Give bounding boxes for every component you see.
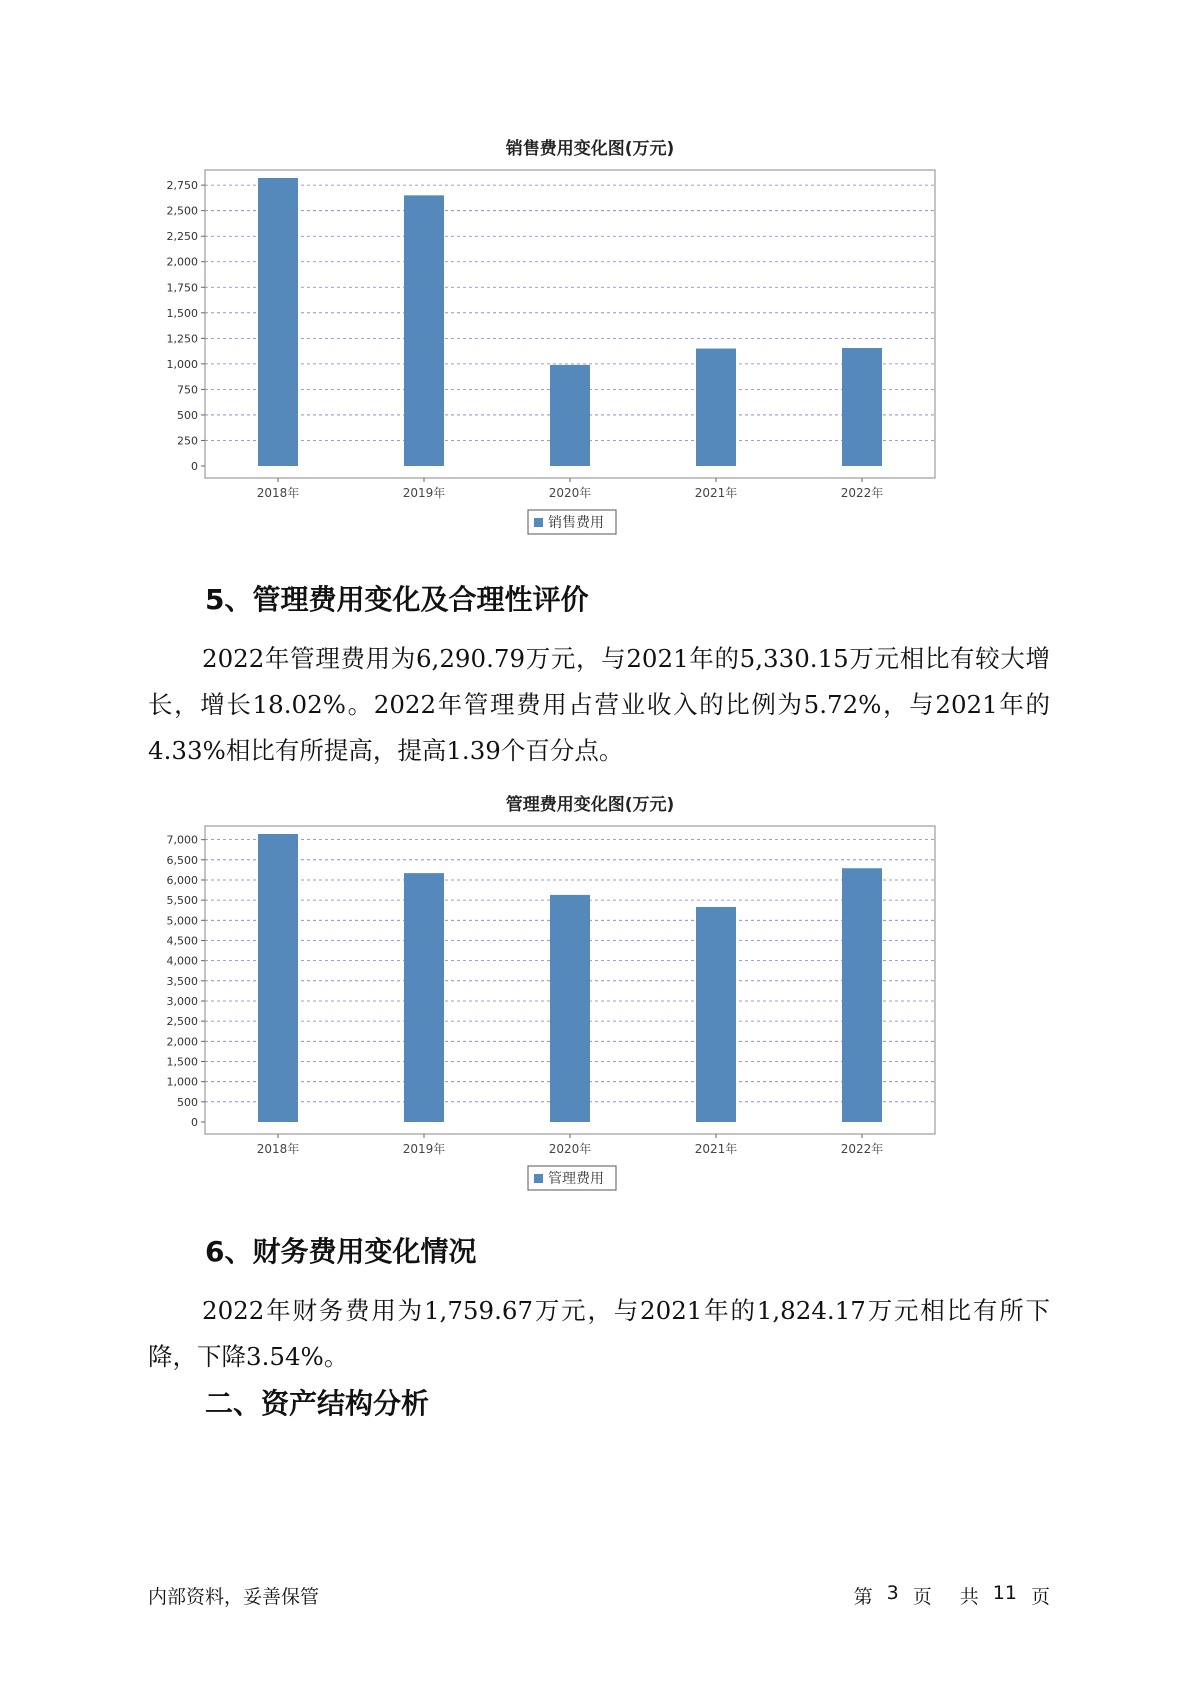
bar — [550, 365, 590, 466]
x-tick-label: 2019年 — [402, 1142, 446, 1156]
x-tick-label: 2022年 — [840, 486, 884, 500]
footer-page-info — [853, 1582, 1050, 1609]
y-tick-label: 500 — [177, 408, 198, 422]
bar — [842, 348, 882, 466]
total-prefix: 共 — [959, 1586, 979, 1608]
chart-title: 销售费用变化图(万元) — [505, 139, 675, 159]
y-tick-label: 5,000 — [166, 914, 198, 928]
y-tick-label: 3,000 — [166, 994, 198, 1008]
y-tick-label: 1,250 — [166, 332, 198, 346]
total-unit: 页 — [1030, 1586, 1050, 1608]
bar — [404, 873, 444, 1122]
y-tick-label: 6,000 — [166, 873, 198, 887]
bar — [696, 907, 736, 1122]
legend — [528, 1166, 616, 1190]
section-heading-6: 6、财务费用变化情况 — [205, 1235, 477, 1268]
y-tick-label: 2,750 — [166, 179, 198, 193]
legend-label: 管理费用 — [548, 1171, 604, 1187]
legend-swatch — [534, 1174, 543, 1183]
y-tick-label: 1,000 — [166, 357, 198, 371]
section-heading-5: 5、管理费用变化及合理性评价 — [205, 583, 589, 616]
y-tick-label: 1,750 — [166, 281, 198, 295]
y-tick-label: 250 — [177, 434, 198, 448]
y-tick-label: 5,500 — [166, 894, 198, 908]
y-tick-label: 4,500 — [166, 934, 198, 948]
y-tick-label: 0 — [191, 460, 198, 473]
bar — [696, 349, 736, 466]
total-pages: 11 — [992, 1582, 1017, 1604]
y-tick-label: 750 — [177, 383, 198, 397]
bar — [258, 834, 298, 1122]
y-tick-label: 4,000 — [166, 954, 198, 968]
section-paragraph-6: 2022年财务费用为1,759.67万元，与2021年的1,824.17万元相比有所下降，下降3.54%。 — [148, 1296, 1050, 1371]
y-tick-label: 2,500 — [166, 1015, 198, 1029]
x-tick-label: 2022年 — [840, 1142, 884, 1156]
legend-swatch — [534, 518, 543, 527]
y-tick-label: 1,000 — [166, 1075, 198, 1089]
bar — [842, 868, 882, 1122]
footer-confidential-note: 内部资料，妥善保管 — [148, 1586, 320, 1608]
y-tick-label: 2,000 — [166, 255, 198, 269]
bar — [550, 895, 590, 1122]
x-tick-label: 2021年 — [694, 1142, 738, 1156]
x-tick-label: 2021年 — [694, 486, 738, 500]
y-tick-label: 0 — [191, 1116, 198, 1129]
x-tick-label: 2020年 — [548, 486, 592, 500]
page-unit: 页 — [912, 1586, 932, 1608]
page-prefix: 第 — [853, 1586, 873, 1608]
legend — [528, 510, 616, 534]
section-heading-2: 二、资产结构分析 — [205, 1387, 430, 1420]
bar — [404, 195, 444, 466]
x-tick-label: 2020年 — [548, 1142, 592, 1156]
chart-svg — [150, 130, 1030, 550]
y-tick-label: 1,500 — [166, 1055, 198, 1069]
chart-svg — [150, 786, 1030, 1206]
legend-label: 销售费用 — [548, 515, 604, 531]
y-tick-label: 500 — [177, 1095, 198, 1109]
y-tick-label: 6,500 — [166, 853, 198, 867]
y-tick-label: 2,250 — [166, 230, 198, 244]
x-tick-label: 2018年 — [256, 486, 300, 500]
chart-title: 管理费用变化图(万元) — [505, 795, 675, 815]
page-number: 3 — [886, 1582, 899, 1604]
y-tick-label: 3,500 — [166, 974, 198, 988]
y-tick-label: 2,000 — [166, 1035, 198, 1049]
y-tick-label: 2,500 — [166, 204, 198, 218]
x-tick-label: 2018年 — [256, 1142, 300, 1156]
x-tick-label: 2019年 — [402, 486, 446, 500]
section-paragraph-5: 2022年管理费用为6,290.79万元，与2021年的5,330.15万元相比有较大增长，增长18.02%。2022年管理费用占营业收入的比例为5.72%，与2021年的4.33%相比有所提高，提高1.39个百分点。 — [148, 644, 1050, 765]
bar — [258, 178, 298, 466]
chart-admin-expense — [150, 786, 1030, 1206]
y-tick-label: 7,000 — [166, 833, 198, 847]
chart-sales-expense — [150, 130, 1030, 550]
y-tick-label: 1,500 — [166, 306, 198, 320]
